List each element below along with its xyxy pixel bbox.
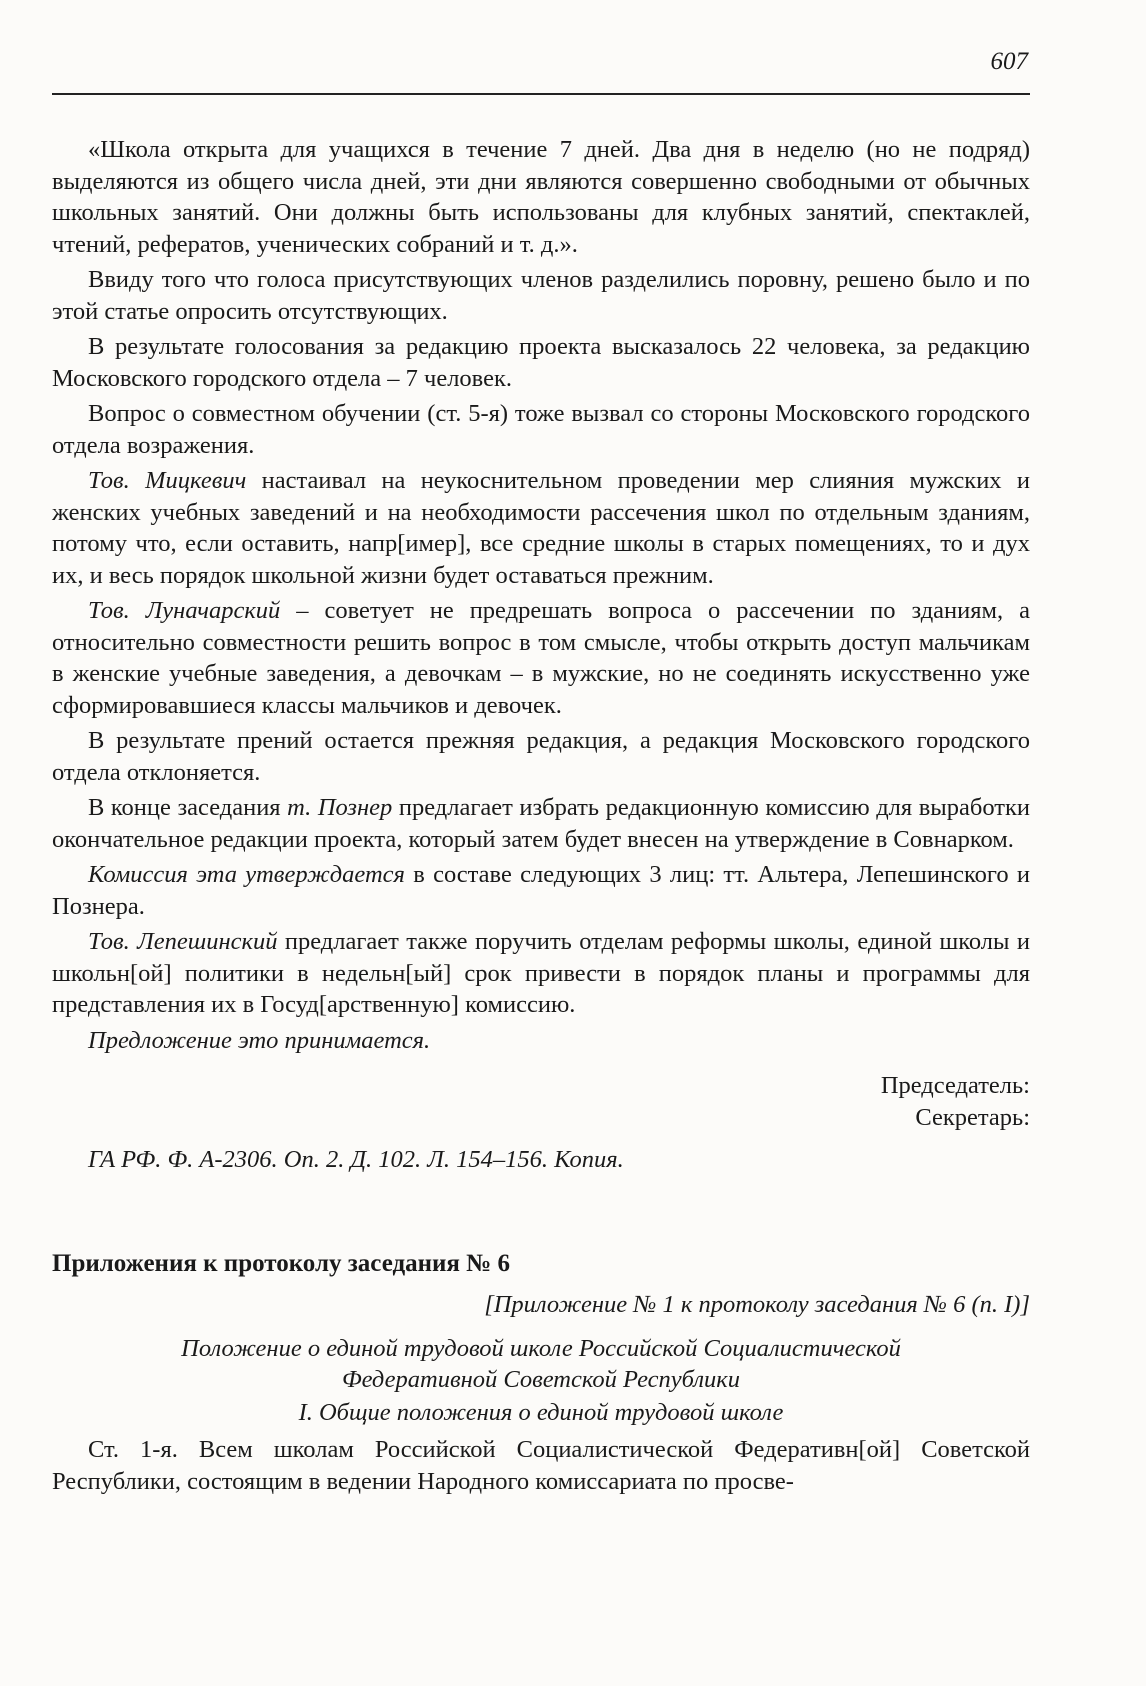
document-title-line-2: Федеративной Советской Республики bbox=[341, 1365, 741, 1393]
paragraph-debate-result: В результате прений остается прежняя редакция, а редакция Московского городского отдела отклоняется. bbox=[52, 727, 1030, 786]
archive-reference: ГА РФ. Ф. А-2306. Оп. 2. Д. 102. Л. 154–156. Копия. bbox=[88, 1146, 624, 1173]
chairman-signature: Председатель: bbox=[880, 1072, 1030, 1099]
chapter-title: I. Общие положения о единой трудовой школе bbox=[298, 1398, 784, 1426]
lepeshinsky-text: предлагает также поручить отделам реформы школы, единой школы и школьн[ой] политики в недельн[ый] срок привести в порядок планы и программы для представления их в Госуд[арственную] комиссию. bbox=[52, 928, 1030, 1018]
paragraph-lepeshinsky bbox=[52, 926, 1030, 1021]
proposal-accepted: Предложение это принимается. bbox=[88, 1026, 431, 1054]
page-content bbox=[52, 134, 1030, 1501]
paragraph-votes-split: Ввиду того что голоса присутствующих членов разделились поровну, решено было и по этой статье опросить отсутствующих. bbox=[52, 266, 1030, 325]
speaker-pozner: т. Познер bbox=[287, 794, 393, 821]
header-rule bbox=[52, 93, 1030, 95]
speaker-lepeshinsky: Тов. Лепешинский bbox=[88, 928, 278, 955]
paragraph-lunacharsky bbox=[52, 595, 1030, 721]
page-number: 607 bbox=[990, 48, 1028, 75]
article-1: Ст. 1-я. Всем школам Российской Социалистической Федеративн[ой] Советской Республики, состоящим в ведении Народного комиссариата по просве- bbox=[52, 1436, 1030, 1495]
commission-approved: Комиссия эта утверждается bbox=[88, 861, 405, 888]
paragraph-school-schedule: «Школа открыта для учащихся в течение 7 дней. Два дня в неделю (но не подряд) выделяются из общего числа дней, эти дни являются совершенно свободными от обычных школьных занятий. Они должны быть использованы для клубных занятий, спектаклей, чтений, рефератов, ученических собраний и т. д.». bbox=[52, 136, 1030, 258]
appendix-reference: [Приложение № 1 к протоколу заседания № 6 (п. I)] bbox=[484, 1291, 1030, 1318]
paragraph-commission bbox=[52, 859, 1030, 922]
lunacharsky-text: – советует не предрешать вопроса о рассечении по зданиям, а относительно совместности решить вопрос в том смысле, чтобы открыть доступ мальчикам в женские учебные заведения, а девочкам – в мужские, но не соединять искусственно уже сформировавшиеся классы мальчиков и девочек. bbox=[52, 597, 1031, 719]
appendix-heading: Приложения к протоколу заседания № 6 bbox=[52, 1249, 511, 1277]
paragraph-vote-result: В результате голосования за редакцию проекта высказалось 22 человека, за редакцию Московского городского отдела – 7 человек. bbox=[52, 333, 1030, 392]
document-title bbox=[52, 1333, 1030, 1395]
document-title-line-1: Положение о единой трудовой школе Российской Социалистической bbox=[181, 1334, 901, 1362]
speaker-lunacharsky: Тов. Луначарский bbox=[88, 597, 281, 624]
pozner-intro: В конце заседания bbox=[88, 794, 288, 821]
paragraph-mitskevich bbox=[52, 465, 1030, 591]
mitskevich-text: настаивал на неукоснительном проведении мер слияния мужских и женских учебных заведений и на необходимости рассечения школ по отдельным зданиям, потому что, если оставить, напр[имер], все средние школы в старых помещениях, то и дух их, и весь порядок школьной жизни будет оставаться прежним. bbox=[52, 467, 1030, 589]
secretary-signature: Секретарь: bbox=[915, 1104, 1030, 1131]
paragraph-coeducation-question: Вопрос о совместном обучении (ст. 5-я) тоже вызвал со стороны Московского городского отдела возражения. bbox=[52, 400, 1030, 459]
commission-text: в составе следующих 3 лиц: тт. Альтера, Лепешинского и Познера. bbox=[52, 861, 1030, 920]
paragraph-accepted bbox=[52, 1025, 1030, 1057]
signatures-block bbox=[52, 1070, 1030, 1134]
speaker-mitskevich: Тов. Мицкевич bbox=[88, 467, 247, 494]
paragraph-pozner bbox=[52, 792, 1030, 855]
pozner-text: предлагает избрать редакционную комиссию для выработки окончательное редакции проекта, который затем будет внесен на утверждение в Совнарком. bbox=[52, 794, 1030, 853]
